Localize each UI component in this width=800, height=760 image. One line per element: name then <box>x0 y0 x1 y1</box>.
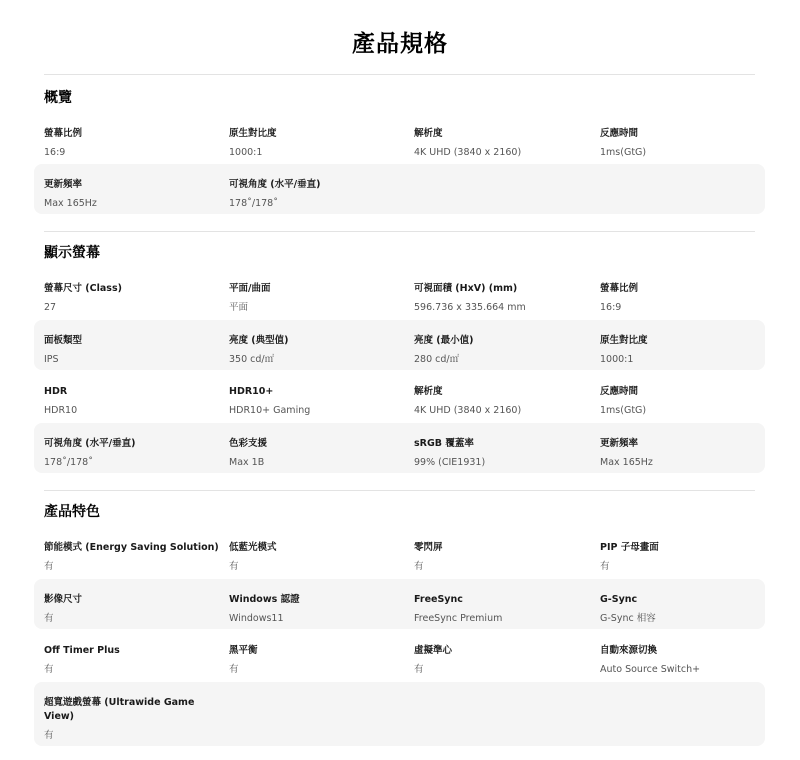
spec-label: 影像尺寸 <box>44 594 83 605</box>
spec-value: 有 <box>44 613 54 624</box>
spec-item <box>229 593 409 626</box>
spec-value: 有 <box>414 561 424 572</box>
spec-value: Max 1B <box>229 457 265 468</box>
spec-label: 可視面積 (HxV) (mm) <box>414 283 518 294</box>
spec-value: HDR10 <box>44 405 78 416</box>
spec-item <box>414 541 594 574</box>
spec-item <box>44 127 224 160</box>
spec-value: 有 <box>229 664 239 675</box>
spec-label: 自動來源切換 <box>600 645 658 656</box>
spec-value: 16:9 <box>600 302 622 313</box>
spec-item <box>229 541 409 574</box>
spec-value: 1000:1 <box>229 147 263 158</box>
spec-label: 色彩支援 <box>229 438 268 449</box>
spec-label: 原生對比度 <box>229 128 277 139</box>
spec-item <box>600 541 780 574</box>
spec-item <box>600 593 780 626</box>
spec-item <box>229 334 409 367</box>
spec-value: 280 cd/㎡ <box>414 354 460 365</box>
section-title-overview: 概覽 <box>44 90 72 106</box>
spec-item <box>229 385 409 418</box>
spec-label: 可視角度 (水平/垂直) <box>44 438 136 449</box>
spec-item <box>414 593 594 626</box>
spec-item <box>414 644 594 677</box>
spec-value: FreeSync Premium <box>414 613 503 624</box>
spec-label: 亮度 (典型值) <box>229 335 289 346</box>
spec-label: 螢幕比例 <box>44 128 83 139</box>
spec-value: HDR10+ Gaming <box>229 405 311 416</box>
spec-item <box>229 437 409 470</box>
spec-value: 有 <box>44 664 54 675</box>
spec-label: 更新頻率 <box>600 438 639 449</box>
spec-value: Windows11 <box>229 613 284 624</box>
spec-value: 有 <box>44 561 54 572</box>
spec-label: sRGB 覆蓋率 <box>414 438 474 449</box>
spec-label: 黑平衡 <box>229 645 258 656</box>
spec-value: 16:9 <box>44 147 66 158</box>
spec-value: 27 <box>44 302 57 313</box>
spec-value: 1000:1 <box>600 354 634 365</box>
spec-label: 原生對比度 <box>600 335 648 346</box>
spec-item <box>600 385 780 418</box>
spec-item <box>229 127 409 160</box>
spec-item <box>600 437 780 470</box>
spec-row <box>34 630 765 680</box>
spec-label: 螢幕尺寸 (Class) <box>44 283 122 294</box>
spec-value: Auto Source Switch+ <box>600 664 701 675</box>
section-title-display: 顯示螢幕 <box>44 245 100 261</box>
spec-value: 1ms(GtG) <box>600 405 647 416</box>
spec-item <box>44 437 224 470</box>
spec-value: 4K UHD (3840 x 2160) <box>414 147 522 158</box>
spec-row <box>34 164 765 214</box>
section-divider <box>44 231 755 232</box>
spec-label: 反應時間 <box>600 128 639 139</box>
spec-value: G-Sync 相容 <box>600 613 656 624</box>
spec-item <box>600 127 780 160</box>
spec-item <box>44 644 224 677</box>
spec-value: 有 <box>229 561 239 572</box>
spec-row <box>34 682 765 746</box>
spec-item <box>44 696 224 743</box>
spec-item <box>44 385 224 418</box>
spec-value: 有 <box>44 730 54 741</box>
spec-label: 反應時間 <box>600 386 639 397</box>
spec-label: FreeSync <box>414 594 463 605</box>
spec-row <box>34 371 765 421</box>
spec-item <box>414 282 594 315</box>
spec-value: 有 <box>600 561 610 572</box>
spec-value: 178˚/178˚ <box>44 457 93 468</box>
spec-value: 178˚/178˚ <box>229 198 278 209</box>
spec-item <box>414 334 594 367</box>
spec-label: 可視角度 (水平/垂直) <box>229 179 321 190</box>
spec-label: 亮度 (最小值) <box>414 335 474 346</box>
spec-item <box>44 541 224 574</box>
spec-item <box>229 178 409 211</box>
page-title: 產品規格 <box>352 31 448 57</box>
spec-label: 解析度 <box>414 386 443 397</box>
spec-label: 低藍光模式 <box>229 542 277 553</box>
spec-value: 1ms(GtG) <box>600 147 647 158</box>
spec-item <box>229 644 409 677</box>
spec-row <box>34 423 765 473</box>
spec-label: 節能模式 (Energy Saving Solution) <box>44 542 219 553</box>
spec-row <box>34 527 765 577</box>
spec-value: Max 165Hz <box>44 198 97 209</box>
spec-row <box>34 268 765 318</box>
spec-value: 350 cd/㎡ <box>229 354 275 365</box>
spec-item <box>44 282 224 315</box>
spec-item <box>44 593 224 626</box>
spec-label: 面板類型 <box>44 335 83 346</box>
spec-label: 螢幕比例 <box>600 283 639 294</box>
section-divider <box>44 490 755 491</box>
spec-row <box>34 320 765 370</box>
spec-label: 更新頻率 <box>44 179 83 190</box>
spec-item <box>229 282 409 315</box>
spec-row <box>34 579 765 629</box>
spec-label: 虛擬準心 <box>414 645 453 656</box>
spec-item <box>414 127 594 160</box>
spec-value: Max 165Hz <box>600 457 653 468</box>
spec-label: HDR10+ <box>229 386 274 397</box>
spec-label: PIP 子母畫面 <box>600 542 659 553</box>
spec-value: 有 <box>414 664 424 675</box>
spec-item <box>600 644 780 677</box>
spec-item <box>44 334 224 367</box>
spec-label: 解析度 <box>414 128 443 139</box>
spec-label: HDR <box>44 386 68 397</box>
spec-item <box>414 385 594 418</box>
spec-label: G-Sync <box>600 594 638 605</box>
spec-label: 零閃屏 <box>414 542 443 553</box>
section-title-features: 產品特色 <box>44 504 100 520</box>
spec-item <box>600 334 780 367</box>
spec-value: 平面 <box>229 302 249 313</box>
title-divider <box>44 74 755 75</box>
spec-label: Off Timer Plus <box>44 645 120 656</box>
spec-label: Windows 認證 <box>229 594 300 605</box>
spec-item <box>414 437 594 470</box>
spec-item <box>44 178 224 211</box>
spec-value: IPS <box>44 354 59 365</box>
spec-value: 4K UHD (3840 x 2160) <box>414 405 522 416</box>
spec-row <box>34 113 765 163</box>
spec-item <box>600 282 780 315</box>
spec-label: 超寬遊戲螢幕 (Ultrawide Game View) <box>44 697 195 722</box>
spec-label: 平面/曲面 <box>229 283 271 294</box>
spec-value: 99% (CIE1931) <box>414 457 486 468</box>
spec-value: 596.736 x 335.664 mm <box>414 302 526 313</box>
